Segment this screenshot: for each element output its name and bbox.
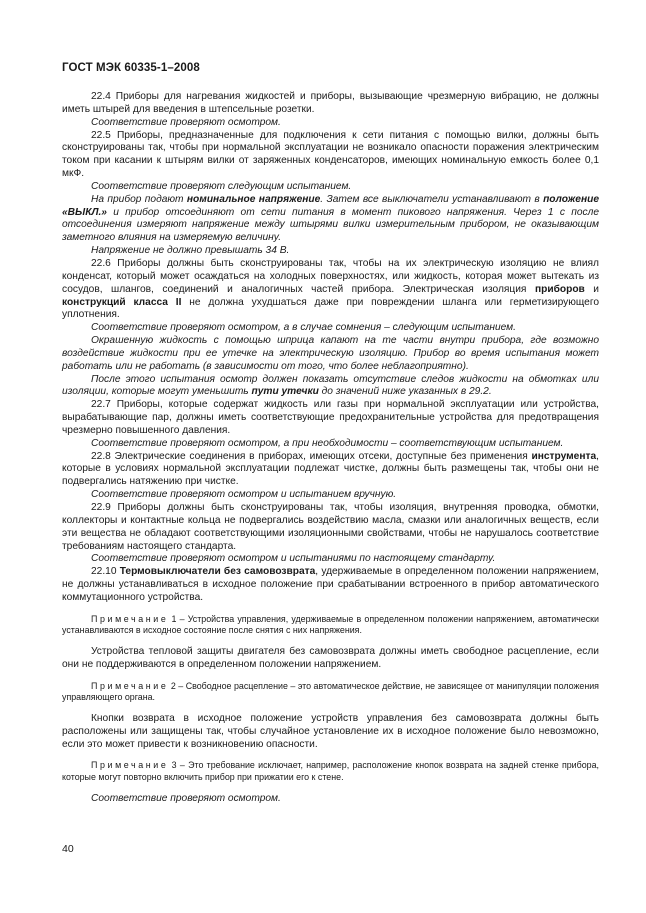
- test-description: На прибор подают номинальное напряжение. Затем все выключатели устанавливают в положение «ВЫКЛ.» и прибор отсоединяют от сети питания в момент пикового напряжения. Через 1 с после отсоединения измеряют напряжение между штырями вилки измерительным прибором, не оказывающим заметного влияния на измеряемую величину.: [62, 193, 600, 244]
- note-3: Примечание 3 – Это требование исключает, например, расположение кнопок возврата на задней стенке прибора, которые могут повторно включить прибор при прижатии его к стене.: [62, 760, 599, 782]
- term-rated-voltage: номинальное напряжение: [186, 193, 321, 205]
- term-off-position: положение «ВЫКЛ.»: [62, 193, 600, 218]
- term-tool: инструмента: [531, 450, 597, 462]
- test-result: После этого испытания осмотр должен показать отсутствие следов жидкости на обмотках или изоляции, которые могут уменьшить пути утечки до значений ниже указанных в 29.2.: [62, 373, 599, 398]
- note-2: Примечание 2 – Свободное расцепление – это автоматическое действие, не зависящее от манипуляции положения управляющего органа.: [62, 680, 599, 703]
- note-label: Примечание: [91, 760, 169, 771]
- paragraph: Кнопки возврата в исходное положение устройств управления без самовозврата должны быть расположены или защищены так, чтобы случайное установление их в исходное положение было невозможно, если это может привести к возникновению опасности.: [62, 712, 599, 750]
- compliance-check: Соответствие проверяют осмотром.: [91, 116, 281, 128]
- compliance-check: Соответствие проверяют осмотром, а при необходимости – соответствующим испытанием.: [91, 437, 564, 449]
- test-description: Окрашенную жидкость с помощью шприца капают на те части внутри прибора, где возможно воздействие жидкости при ее утечке на электрическую изоляцию. Прибор во время испытания может работать или не работать (в зависимости от того, что более неблагоприятно).: [62, 335, 599, 372]
- clause-22-8: 22.8 Электрические соединения в приборах, имеющих отсеки, доступные без применения инструмента, которые в условиях нормальной эксплуатации подлежат чистке, должны быть размещены так, чтобы они не подвергались натяжению при чистке.: [62, 450, 599, 488]
- compliance-check: Соответствие проверяют осмотром.: [91, 792, 281, 804]
- compliance-check: Соответствие проверяют следующим испытанием.: [91, 180, 352, 192]
- document-header: ГОСТ МЭК 60335-1–2008: [62, 62, 200, 74]
- clause-22-4: 22.4 Приборы для нагревания жидкостей и приборы, вызывающие чрезмерную вибрацию, не должны иметь штырей для введения в штепсельные розетки.: [62, 91, 599, 115]
- note-1: Примечание 1 – Устройства управления, удерживаемые в определенном положении напряжением, автоматически устанавливаются в исходное состояние после снятия с них напряжения.: [62, 613, 599, 636]
- note-label: Примечание: [91, 680, 169, 691]
- note-label: Примечание: [91, 613, 169, 624]
- clause-22-5: 22.5 Приборы, предназначенные для подключения к сети питания с помощью вилки, должны быть сконструированы так, чтобы при нормальной эксплуатации не возникало опасности поражения электрическим током при касании к штырям вилки от заряженных конденсаторов, имеющих номинальную емкость более 0,1 мкФ.: [62, 129, 599, 180]
- document-body: [62, 91, 599, 805]
- paragraph: Устройства тепловой защиты двигателя без самовозврата должны иметь свободное расцепление, если они не поддерживаются в определенном положении напряжением.: [62, 645, 599, 670]
- compliance-check: Соответствие проверяют осмотром, а в случае сомнения – следующим испытанием.: [91, 322, 516, 334]
- term-non-self-resetting: Термовыключатели без самовозврата: [119, 566, 316, 578]
- term-creepage: пути утечки: [251, 386, 319, 398]
- clause-22-9: 22.9 Приборы должны быть сконструированы так, чтобы изоляция, внутренняя проводка, обмотки, коллекторы и контактные кольца не подвергались воздействию масла, смазки или аналогичных веществ, если эти вещества не обладают соответствующими изоляционными свойствами, чтобы не нарушалось соответствие требованиям настоящего стандарта.: [62, 502, 599, 552]
- compliance-check: Соответствие проверяют осмотром и испытанием вручную.: [91, 489, 397, 501]
- page-number: 40: [62, 843, 74, 855]
- compliance-check: Соответствие проверяют осмотром и испытаниями по настоящему стандарту.: [91, 553, 496, 565]
- test-requirement: Напряжение не должно превышать 34 В.: [91, 245, 290, 257]
- term-class-ii: конструкций класса II: [62, 296, 182, 308]
- clause-22-10: 22.10 Термовыключатели без самовозврата, удерживаемые в определенном положении напряжением, не должны устанавливаться в исходное положение при срабатывании встроенного в прибор автоматического коммутационного устройства.: [62, 566, 599, 603]
- term-appliances: приборов: [534, 283, 585, 295]
- clause-22-7: 22.7 Приборы, которые содержат жидкость или газы при нормальной эксплуатации или устройства, вырабатывающие пар, должны иметь соответствующие предохранительные устройства для предотвращения чрезмерно повышенного давления.: [62, 399, 599, 436]
- clause-22-6: 22.6 Приборы должны быть сконструированы так, чтобы на их электрическую изоляцию не влиял конденсат, который может осаждаться на холодных поверхностях, или жидкость, которая может вытекать из сосудов, шлангов, соединений и аналогичных частей прибора. Электрическая изоляция приборов и конструкций класса II не должна ухудшаться даже при повреждении шланга или герметизирующего уплотнения.: [62, 257, 599, 321]
